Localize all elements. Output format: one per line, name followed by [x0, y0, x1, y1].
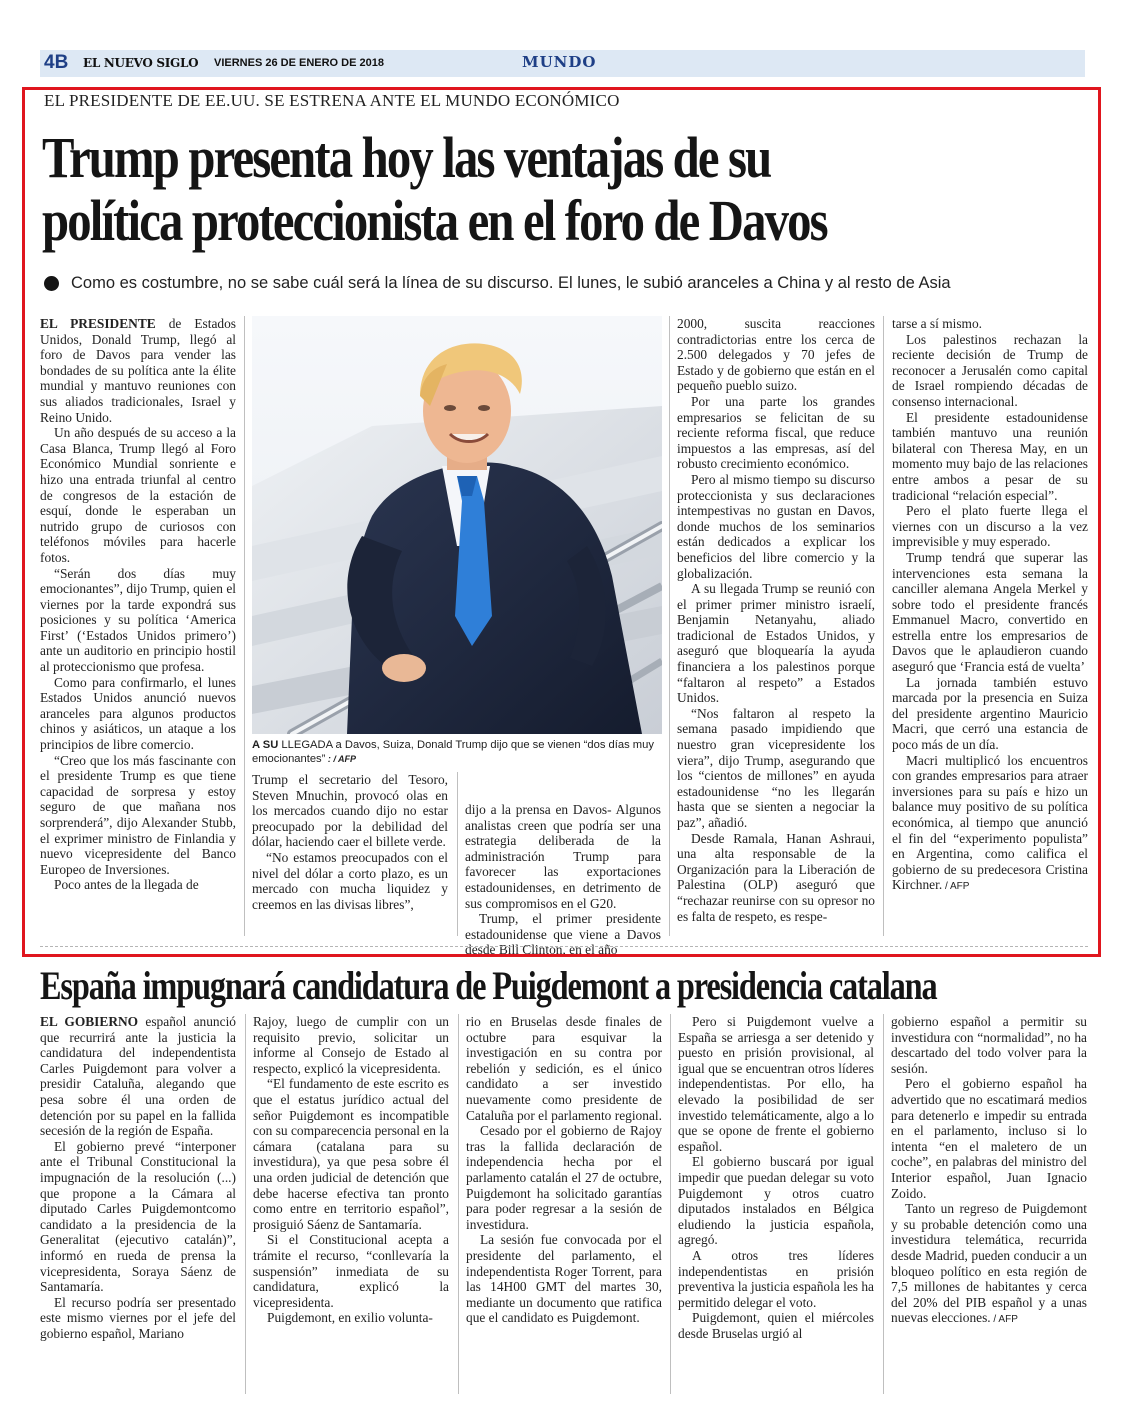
article2-column-5 — [891, 1014, 1087, 1394]
article1-headline-line1: Trump presenta hoy las ventajas de su — [42, 125, 771, 190]
paragraph: Trump el secretario del Tesoro, Steven Mnuchin, provocó olas en los mercados cuando dijo no estar preocupado por la debilidad del dólar, haciendo caer el billete verde. — [252, 772, 448, 850]
paragraph: Pero el plato fuerte llega el viernes con un discurso a la vez imprevisible y muy esperado. — [892, 503, 1088, 550]
article1-column-4 — [677, 316, 875, 936]
paragraph: dijo a la prensa en Davos- Algunos analistas creen que podría ser una estrategia deliberada de la administración Trump para favorecer las exportaciones estadounidenses, en detrimento de sus compromisos en el G20. — [465, 802, 661, 911]
article1-column-2 — [252, 772, 448, 937]
caption-credit: : / AFP — [325, 754, 357, 764]
column-rule — [457, 772, 458, 936]
paragraph: “No estamos preocupados con el nivel del dólar a corto plazo, es un mercado con mucha liquidez y creemos en las divisas libres”, — [252, 849, 448, 912]
paragraph: Tanto un regreso de Puigdemont y su probable detención como una investidura telemática, recurrida desde Madrid, pueden conducir a un bloqueo político en esta región de 7,5 millones de habitantes y cerca del 20% del PIB español y a unas nuevas elecciones. / AFP — [891, 1201, 1087, 1326]
paragraph: rio en Bruselas desde finales de octubre para esquivar la investigación en su contra por rebelión y sedición, es el único candidato a ser investido nuevamente como presidente de Cataluña por el parlamento regional. — [466, 1014, 662, 1123]
paragraph: Trump tendrá que superar las intervenciones esta semana la canciller alemana Angela Merkel y sobre todo el presidente francés Emmanuel Macro, convertido en estrella entre los empresarios de Davos que le aplaudieron cuando aseguró que ‘Francia está de vuelta’ — [892, 549, 1088, 675]
paragraph: El recurso podría ser presentado este mismo viernes por el jefe del gobierno español, Mariano — [40, 1294, 236, 1341]
paragraph: A su llegada Trump se reunió con el primer primer ministro israelí, Benjamin Netanyahu, aliado tradicional de Estados Unidos, y aseguró que bloquearía la ayuda financiera a los palestinos porque “faltaron al respeto” a Estados Unidos. — [677, 581, 875, 706]
paragraph: El presidente estadounidense también mantuvo una reunión bilateral con Theresa May, en un momento muy bajo de las relaciones entre ambos a pesar de su tradicional “relación especial”. — [892, 409, 1088, 503]
paragraph: Poco antes de la llegada de — [54, 877, 199, 893]
paragraph: Pero si Puigdemont vuelve a España se arriesga a ser detenido y puesto en prisión provisional, al igual que se encuentran otros líderes independentistas. Por ello, ha elevado la posibilidad de ser investido telemáticamente, algo a lo que se opone de frente el gobierno español. — [678, 1014, 874, 1154]
article2-column-3 — [466, 1014, 662, 1394]
paragraph: Un año después de su acceso a la Casa Blanca, Trump llegó al Foro Económico Mundial sonriente e hizo una entrada triunfal al centro de congresos de la estación de esquí, donde le esperaban un nutrido grupo de curiosos con teléfonos móviles para hacerle fotos. — [40, 425, 236, 565]
caption-lead: A SU — [252, 739, 279, 751]
column-rule — [883, 316, 884, 936]
trump-photo — [252, 316, 662, 734]
paragraph: El gobierno prevé “interponer ante el Tribunal Constitucional la impugnación de la resolución (...) que propone a la Cámara al diputado Carles Puigdemontcomo candidato a la presidencia de la Generalitat (ejecutivo catalán)”, informó en rueda de prensa la vicepresidenta, Soraya Sáenz de Santamaría. — [40, 1138, 236, 1295]
article2-headline: España impugnará candidatura de Puigdemont a presidencia catalana — [40, 963, 937, 1008]
paragraph: Pero el gobierno español ha advertido que no escatimará medios para detenerlo e impedir su entrada en el parlamento, incluso si lo intenta “en el maletero de un coche”, en palabras del ministro del Interior español, Juan Ignacio Zoido. — [891, 1076, 1087, 1201]
column-rule — [244, 316, 245, 936]
paragraph: Si el Constitucional acepta a trámite el recurso, “conllevaría la suspensión” inmediata de su candidatura, explicó la vicepresidenta. — [253, 1232, 449, 1310]
article2-credit: / AFP — [990, 1314, 1018, 1326]
article-divider — [40, 946, 1088, 947]
trump-photo-illustration — [252, 316, 662, 734]
column-rule — [669, 316, 670, 936]
paragraph: 2000, suscita reacciones contradictorias entre los cerca de 2.500 delegados y 70 jefes de Estado y de gobierno que están en el pequeño pueblo suizo. — [677, 316, 875, 394]
paragraph: La jornada también estuvo marcada por la presencia en Suiza del presidente argentino Mauricio Macri, que cerró una estancia de poco más de un día. — [892, 674, 1088, 753]
paragraph: “El fundamento de este escrito es que el estatus jurídico actual del señor Puigdemont es incompatible con su comparecencia personal en la cámara (catalana para su investidura), ya que pesa sobre él una orden judicial de detención que debe hacerse efectiva tan pronto como entre en territorio español”, prosiguió Sáenz de Santamaría. — [253, 1076, 449, 1232]
paragraph: A otros tres líderes independentistas en prisión preventiva la justicia española les ha permitido delegar el voto. — [678, 1247, 874, 1310]
article1-column-5 — [892, 316, 1088, 936]
caption-text: LLEGADA a Davos, Suiza, Donald Trump dijo que se vienen “dos días muy emocionantes” — [252, 739, 654, 765]
lead-in: EL PRESIDENTE — [40, 316, 156, 331]
paragraph: Puigdemont, en exilio volunta- — [267, 1310, 433, 1326]
article2-column-1 — [40, 1014, 236, 1394]
issue-date: VIERNES 26 DE ENERO DE 2018 — [214, 57, 384, 69]
lead-in: EL GOBIERNO — [40, 1014, 139, 1029]
section-name: MUNDO — [522, 53, 597, 71]
paragraph: Por una parte los grandes empresarios se felicitan de su reciente reforma fiscal, que reduce impuestos a las empresas, así del robusto crecimiento económico. — [677, 393, 875, 472]
article1-kicker: EL PRESIDENTE DE EE.UU. SE ESTRENA ANTE EL MUNDO ECONÓMICO — [44, 91, 620, 110]
paragraph: Trump, el primer presidente estadounidense que viene a Davos desde Bill Clinton, en el año — [465, 911, 661, 958]
paragraph: Como para confirmarlo, el lunes Estados Unidos anunció nuevos aranceles para algunos productos chinos y asiáticos, un ataque a los principios de libre comercio. — [40, 674, 236, 753]
paragraph: Rajoy, luego de cumplir con un requisito previo, solicitar un informe al Consejo de Estado al respecto, explicó la vicepresidenta. — [253, 1014, 449, 1076]
masthead — [40, 50, 1085, 77]
paragraph: Pero al mismo tiempo su discurso proteccionista y sus declaraciones intempestivas no gustan en Davos, donde muchos de los seminarios están dedicados a explicar los beneficios del libre comercio y la globalización. — [677, 471, 875, 581]
paragraph: Macri multiplicó los encuentros con grandes empresarios para atraer inversiones para su país e hizo un balance muy positivo de su política económica, al tiempo que anunció el fin del “experimento populista” en Argentina, como califica el gobierno de su predecesora Cristina Kirchner. / AFP — [892, 752, 1088, 893]
article1-column-1 — [40, 316, 236, 936]
column-rule — [458, 1014, 459, 1394]
photo-caption — [252, 738, 662, 766]
bullet-icon — [44, 276, 59, 291]
paragraph: Los palestinos rechazan la reciente decisión de Trump de reconocer a Jerusalén como capital de Israel rompiendo décadas de consenso internacional. — [892, 331, 1088, 409]
paragraph: El gobierno buscará por igual impedir que puedan delegar su voto Puigdemont y otros cuatro diputados instalados en Bélgica eludiendo la justicia española, agregó. — [678, 1154, 874, 1248]
paragraph: Desde Ramala, Hanan Ashraui, una alta responsable de la Organización para la Liberación de Palestina (OLP) aseguró que “rechazar reunirse con su opresor no es falta de respeto, es respe- — [677, 830, 875, 924]
newspaper-name: EL NUEVO SIGLO — [83, 56, 199, 70]
paragraph: Puigdemont, quien el miércoles desde Bruselas urgió al — [678, 1310, 874, 1341]
column-rule — [883, 1014, 884, 1394]
article1-deck-text: Como es costumbre, no se sabe cuál será la línea de su discurso. El lunes, le subió aranceles a China y al resto de Asia — [71, 274, 951, 292]
page-number: 4B — [44, 52, 69, 73]
article1-headline — [42, 126, 924, 252]
paragraph: tarse a sí mismo. — [892, 316, 983, 331]
article1-column-3 — [465, 802, 661, 958]
paragraph: gobierno español a permitir su investidura con “normalidad”, no ha descartado del todo volver para la sesión. — [891, 1014, 1087, 1076]
article1-headline-line2: política proteccionista en el foro de Davos — [42, 188, 827, 253]
paragraph: “Serán dos días muy emocionantes”, dijo Trump, quien el viernes por la tarde expondrá sus posiciones y su política ‘America First’ (‘Estados Unidos primero’) ante un auditorio en principio hostil al proteccionismo que profesa. — [40, 565, 236, 675]
article1-credit: / AFP — [942, 881, 970, 893]
article1-deck — [44, 274, 951, 293]
column-rule — [245, 1014, 246, 1394]
article2-column-4 — [678, 1014, 874, 1394]
paragraph: EL GOBIERNO español anunció que recurrirá ante la justicia la candidatura del independentista Carles Puigdemont para volver a presidir Cataluña, alegando que pesa sobre él una orden de detención por su papel en la fallida secesión de la región de España. — [40, 1014, 236, 1139]
article2-column-2 — [253, 1014, 449, 1394]
column-rule — [670, 1014, 671, 1394]
paragraph: “Nos faltaron al respeto la semana pasado impidiendo que nuestro gran vicepresidente los viera”, dijo Trump, asegurando que los “cientos de millones” en ayuda estadounidense “no les llegarán hasta que se sienten a negociar la paz”, añadió. — [677, 705, 875, 830]
paragraph: EL PRESIDENTE de Estados Unidos, Donald Trump, llegó al foro de Davos para vender las bondades de su política ante la élite mundial y mantuvo reuniones con sus aliados tradicionales, Israel y Reino Unido. — [40, 316, 236, 425]
paragraph: “Creo que los más fascinante con el presidente Trump es que tiene capacidad de sorpresa y estoy seguro de que mañana nos sorprenderá”, dijo Alexander Stubb, el exprimer ministro de Finlandia y nuevo vicepresidente del Banco Europeo de Inversiones. — [40, 752, 236, 877]
paragraph: La sesión fue convocada por el presidente del parlamento, el independentista Roger Torrent, para las 14H00 GMT del martes 30, mediante un documento que ratifica que el candidato es Puigdemont. — [466, 1232, 662, 1326]
paragraph: Cesado por el gobierno de Rajoy tras la fallida declaración de independencia hecha por el parlamento catalán el 27 de octubre, Puigdemont ha solicitado garantías para poder regresar a la sesión de investidura. — [466, 1123, 662, 1232]
